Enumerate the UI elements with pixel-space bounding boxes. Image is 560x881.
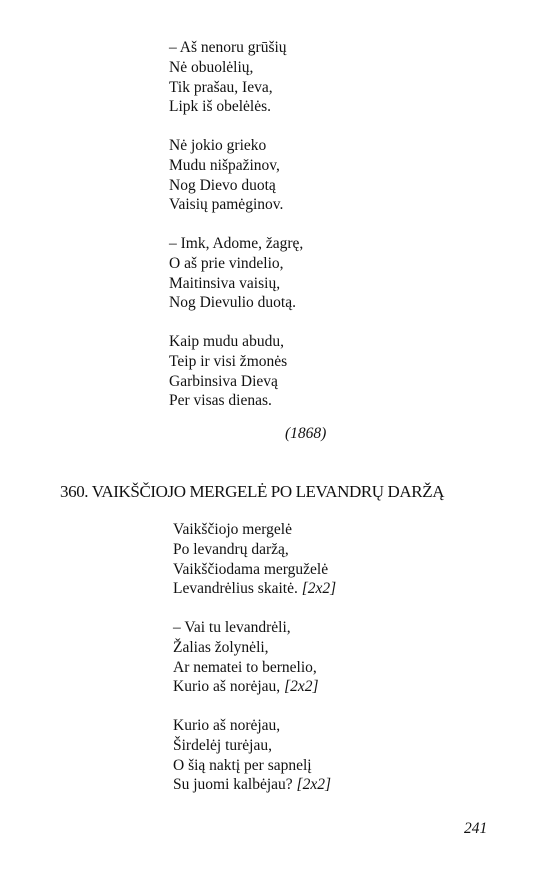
poem1-date: (1868) [285, 425, 327, 442]
verse-line [173, 579, 336, 599]
verse-line: Per visas dienas. [169, 392, 272, 410]
verse-line: Širdelėj turėjau, [173, 736, 272, 754]
poem2-stanza-1 [173, 520, 336, 599]
verse-line: O šią naktį per sapnelį [173, 756, 312, 774]
poem1-stanza-4 [169, 332, 287, 411]
verse-line: Po levandrų daržą, [173, 540, 289, 558]
poem1-stanza-1 [169, 38, 287, 117]
verse-line: Nog Dievulio duotą. [169, 294, 296, 312]
verse-line: Žalias žolynėli, [173, 638, 269, 656]
repeat-mark: [2x2] [301, 580, 337, 598]
verse-line: – Vai tu levandrėli, [173, 619, 291, 636]
poem1-stanza-3 [169, 234, 303, 313]
verse-line: Nė jokio grieko [169, 137, 267, 154]
verse-line: Nė obuolėlių, [169, 58, 254, 76]
verse-line: Mudu nišpažinov, [169, 156, 280, 174]
verse-text: Kurio aš norėjau, [173, 678, 281, 696]
verse-line: Kaip mudu abudu, [169, 333, 284, 350]
verse-line: – Imk, Adome, žagrę, [169, 235, 304, 252]
verse-line: Garbinsiva Dievą [169, 372, 278, 390]
repeat-mark: [2x2] [284, 678, 319, 696]
verse-line: Kurio aš norėjau, [173, 717, 281, 734]
verse-line: Lipk iš obelėlės. [169, 98, 272, 116]
verse-line: Ar nematei to bernelio, [173, 658, 317, 676]
verse-text: Levandrėlius skaitė. [173, 580, 298, 598]
poem2-stanza-3 [173, 716, 331, 795]
verse-line: Vaisių pamėginov. [169, 196, 284, 214]
poem2-stanza-2 [173, 618, 319, 697]
verse-line: Tik prašau, Ieva, [169, 78, 273, 96]
verse-line: Vaikščiodama merguželė [173, 560, 329, 578]
verse-line: Vaikščiojo mergelė [173, 521, 292, 538]
verse-line: Maitinsiva vaisių, [169, 274, 281, 292]
verse-text: Su juomi kalbėjau? [173, 776, 293, 794]
verse-line: O aš prie vindelio, [169, 254, 284, 272]
poem1-stanza-2 [169, 136, 283, 215]
repeat-mark: [2x2] [296, 776, 331, 794]
verse-line [173, 775, 331, 795]
verse-line: Nog Dievo duotą [169, 176, 276, 194]
page-number: 241 [464, 820, 488, 837]
poem2-heading: 360. VAIKŠČIOJO MERGELĖ PO LEVANDRŲ DARŽĄ [60, 482, 445, 501]
verse-line: Teip ir visi žmonės [169, 352, 288, 370]
verse-line [173, 677, 319, 697]
verse-line: – Aš nenoru grūšių [169, 39, 287, 56]
